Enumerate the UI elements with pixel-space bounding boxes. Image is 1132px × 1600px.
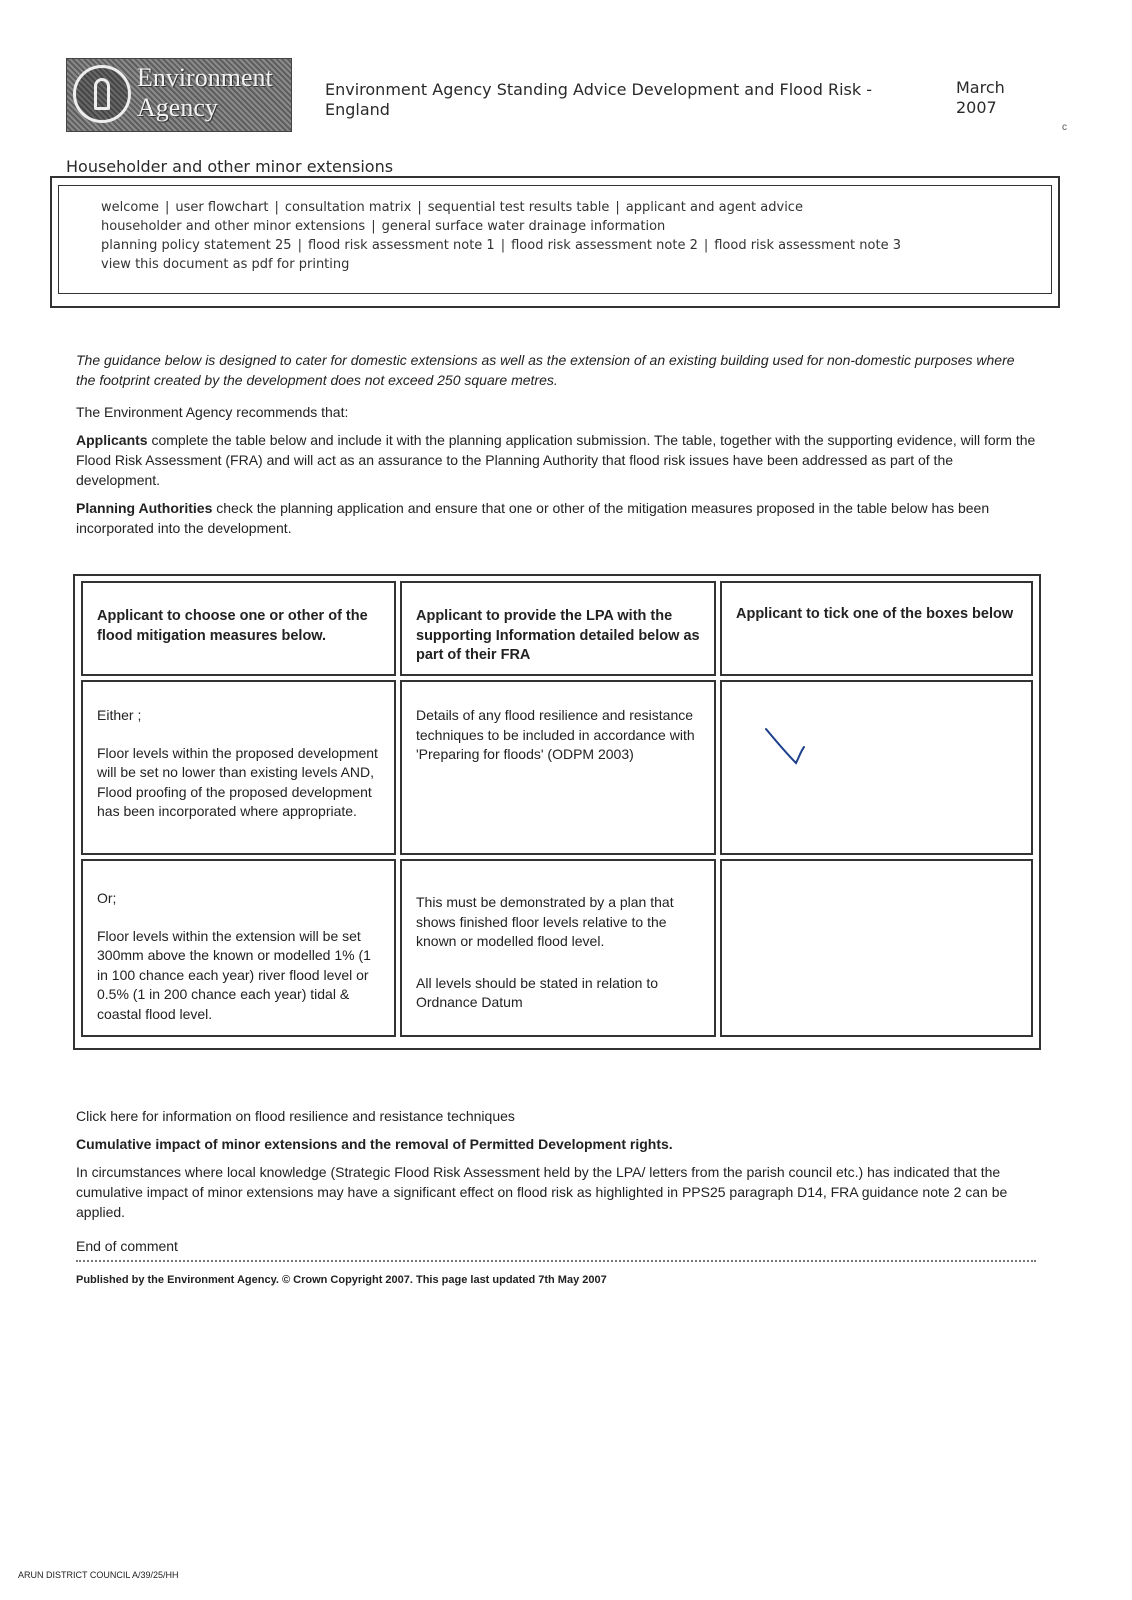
nav-link-surface-water[interactable]: general surface water drainage information — [381, 219, 666, 234]
nav-line-3: planning policy statement 25 | flood risk assessment note 1 | flood risk assessment note 2 | flood risk assessment note 3 — [101, 238, 901, 253]
planning-authorities-paragraph: Planning Authorities check the planning application and ensure that one or other of the mitigation measures proposed in the table below has been incorporated into the development. — [76, 500, 990, 536]
table-row2-tickbox[interactable] — [720, 859, 1033, 1037]
recommends-line: The Environment Agency recommends that: — [76, 404, 349, 420]
nav-link-householder[interactable]: householder and other minor extensions — [101, 219, 366, 234]
mitigation-table — [73, 574, 1041, 1050]
logo-text-line1: Environment — [137, 63, 273, 92]
table-header-measures: Applicant to choose one or other of the flood mitigation measures below. — [81, 581, 396, 676]
agency-emblem-icon — [73, 65, 131, 123]
section-title: Householder and other minor extensions — [66, 157, 394, 176]
table-header-supporting: Applicant to provide the LPA with the supporting Information detailed below as part of their FRA — [400, 581, 716, 676]
nav-link-fra-note-1[interactable]: flood risk assessment note 1 — [307, 238, 495, 253]
nav-link-pdf[interactable]: view this document as pdf for printing — [101, 257, 350, 272]
resilience-info-link[interactable]: Click here for information on flood resilience and resistance techniques — [76, 1108, 515, 1124]
intro-paragraph: The guidance below is designed to cater for domestic extensions as well as the extension of an existing building used for non-domestic purposes where the footprint created by the development does not exceed 250 square metres. — [76, 352, 1015, 388]
table-header-tick: Applicant to tick one of the boxes below — [720, 581, 1033, 676]
margin-mark: c — [1062, 122, 1067, 133]
circumstances-paragraph: In circumstances where local knowledge (Strategic Flood Risk Assessment held by the LPA/ letters from the parish council etc.) has indicated that the cumulative impact of minor extensions may have a significant effect on flood risk as highlighted in PPS25 paragraph D14, FRA guidance note 2 can be applied. — [76, 1164, 1008, 1220]
nav-link-sequential-test[interactable]: sequential test results table — [427, 200, 610, 215]
council-reference: ARUN DISTRICT COUNCIL A/39/25/HH — [18, 1570, 179, 1580]
nav-line-1: welcome | user flowchart | consultation matrix | sequential test results table | applicant and agent advice — [101, 200, 803, 215]
nav-link-fra-note-2[interactable]: flood risk assessment note 2 — [511, 238, 698, 253]
cumulative-impact-heading: Cumulative impact of minor extensions and the removal of Permitted Development rights. — [76, 1136, 673, 1152]
document-date: March 2007 — [956, 78, 1005, 117]
document-title: Environment Agency Standing Advice Development and Flood Risk - England — [325, 80, 872, 119]
nav-line-2: householder and other minor extensions | general surface water drainage information — [101, 219, 666, 234]
nav-link-fra-note-3[interactable]: flood risk assessment note 3 — [714, 238, 901, 253]
nav-link-consultation-matrix[interactable]: consultation matrix — [284, 200, 412, 215]
end-of-comment: End of comment — [76, 1238, 178, 1254]
environment-agency-logo — [66, 58, 292, 132]
nav-links — [101, 198, 1001, 274]
nav-link-user-flowchart[interactable]: user flowchart — [175, 200, 269, 215]
nav-link-welcome[interactable]: welcome — [101, 200, 160, 215]
applicants-paragraph: Applicants complete the table below and include it with the planning application submission. The table, together with the supporting evidence, will form the Flood Risk Assessment (FRA) and will act as an assurance to the Planning Authority that flood risk issues have been addressed as part of the development. — [76, 432, 1036, 488]
published-footer: Published by the Environment Agency. © Crown Copyright 2007. This page last updated 7th May 2007 — [76, 1274, 607, 1286]
table-row2-supporting: This must be demonstrated by a plan that shows finished floor levels relative to the known or modelled flood level. All levels should be stated in relation to Ordnance Datum — [400, 859, 716, 1037]
nav-line-4 — [101, 255, 1001, 274]
nav-link-pps25[interactable]: planning policy statement 25 — [101, 238, 292, 253]
handwritten-tick-icon — [762, 723, 812, 773]
nav-link-applicant-advice[interactable]: applicant and agent advice — [625, 200, 803, 215]
logo-text-line2: Agency — [137, 93, 218, 122]
table-row1-supporting: Details of any flood resilience and resistance techniques to be included in accordance with 'Preparing for floods' (ODPM 2003) — [400, 680, 716, 855]
table-row1-measure: Either ; Floor levels within the proposed development will be set no lower than existing levels AND, Flood proofing of the proposed development has been incorporated where appropriate. — [81, 680, 396, 855]
navigation-box — [50, 176, 1060, 308]
table-row2-measure: Or; Floor levels within the extension will be set 300mm above the known or modelled 1% (1 in 100 chance each year) river flood level or 0.5% (1 in 200 chance each year) tidal & coastal flood level. — [81, 859, 396, 1037]
divider — [76, 1260, 1036, 1264]
